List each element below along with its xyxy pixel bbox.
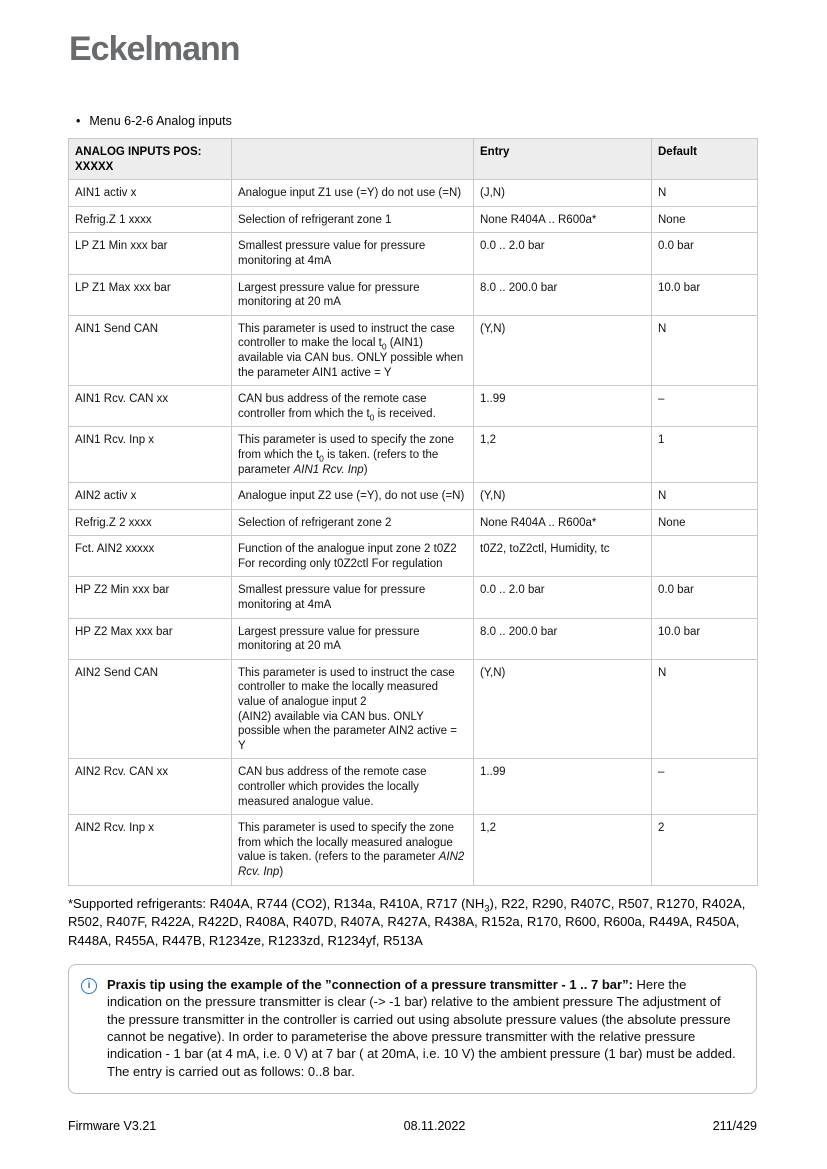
table-row	[69, 815, 758, 885]
table-row	[69, 618, 758, 659]
page-content	[68, 138, 757, 1094]
description-cell: CAN bus address of the remote case controller from which the $t_0$ is received.	[232, 386, 474, 427]
default-cell: 1	[652, 427, 758, 483]
bullet-icon: •	[76, 114, 81, 128]
tip-text	[107, 976, 740, 1080]
param-cell: AIN1 Rcv. CAN xx	[69, 386, 232, 427]
table-row	[69, 386, 758, 427]
default-cell: N	[652, 180, 758, 207]
param-cell: LP Z1 Min xxx bar	[69, 233, 232, 274]
entry-cell: None R404A .. R600a*	[474, 509, 652, 536]
entry-cell: None R404A .. R600a*	[474, 206, 652, 233]
tip-lead: Praxis tip using the example of the ”connection of a pressure transmitter - 1 .. 7 bar”:	[107, 977, 633, 993]
section-title: Menu 6-2-6 Analog inputs	[89, 114, 232, 128]
header-param: ANALOG INPUTS POS: XXXXX	[69, 139, 232, 180]
table-row	[69, 315, 758, 385]
description-cell: This parameter is used to specify the zone from which the $t_0$ is taken. (refers to the parameter AIN1 Rcv. Inp)	[232, 427, 474, 483]
default-cell: –	[652, 386, 758, 427]
description-cell: Analogue input Z1 use (=Y) do not use (=N)	[232, 180, 474, 207]
default-cell: None	[652, 509, 758, 536]
header-entry: Entry	[474, 139, 652, 180]
description-cell: CAN bus address of the remote case controller which provides the locally measured analogue value.	[232, 759, 474, 815]
param-cell: HP Z2 Max xxx bar	[69, 618, 232, 659]
tip-body: Here the indication on the pressure transmitter is clear (-> -1 bar) relative to the ambient pressure The adjustment of the pressure transmitter in the controller is carried out using absolute pressure values (the absolute pressure cannot be negative). In order to parameterise the above pressure transmitter with the relative pressure indication - 1 bar (at 4 mA, i.e. 0 V) at 7 bar ( at 20mA, i.e. 10 V) the ambient pressure (1 bar) must be added. The entry is carried out as follows: 0..8 bar.	[107, 977, 736, 1079]
entry-cell: (Y,N)	[474, 315, 652, 385]
description-cell: Largest pressure value for pressure monitoring at 20 mA	[232, 274, 474, 315]
param-cell: Fct. AIN2 xxxxx	[69, 536, 232, 577]
entry-cell: 0.0 .. 2.0 bar	[474, 577, 652, 618]
param-cell: Refrig.Z 1 xxxx	[69, 206, 232, 233]
footer-page-number: 211/429	[712, 1119, 757, 1133]
default-cell: –	[652, 759, 758, 815]
table-row	[69, 274, 758, 315]
table-row	[69, 483, 758, 510]
default-cell: 0.0 bar	[652, 233, 758, 274]
header-description	[232, 139, 474, 180]
default-cell: N	[652, 315, 758, 385]
description-cell: This parameter is used to instruct the case controller to make the locally measured value of analogue input 2 (AIN2) available via CAN bus. ONLY possible when the parameter AIN2 active = Y	[232, 659, 474, 759]
table-row	[69, 206, 758, 233]
description-cell: Smallest pressure value for pressure monitoring at 4mA	[232, 577, 474, 618]
header-default: Default	[652, 139, 758, 180]
section-title-line	[76, 114, 232, 128]
table-row	[69, 427, 758, 483]
default-cell	[652, 536, 758, 577]
eckelmann-logo: Eckelmann	[69, 30, 240, 68]
footer-date: 08.11.2022	[403, 1119, 466, 1133]
description-cell: Largest pressure value for pressure monitoring at 20 mA	[232, 618, 474, 659]
page-footer	[68, 1119, 757, 1133]
entry-cell: 8.0 .. 200.0 bar	[474, 274, 652, 315]
table-row	[69, 180, 758, 207]
entry-cell: 8.0 .. 200.0 bar	[474, 618, 652, 659]
default-cell: 2	[652, 815, 758, 885]
description-cell: Smallest pressure value for pressure monitoring at 4mA	[232, 233, 474, 274]
table-row	[69, 536, 758, 577]
entry-cell: 1..99	[474, 759, 652, 815]
entry-cell: 1,2	[474, 815, 652, 885]
default-cell: N	[652, 659, 758, 759]
default-cell: 0.0 bar	[652, 577, 758, 618]
description-cell: This parameter is used to specify the zone from which the locally measured analogue value is taken. (refers to the parameter AIN2 Rcv. Inp)	[232, 815, 474, 885]
entry-cell: 1,2	[474, 427, 652, 483]
param-cell: LP Z1 Max xxx bar	[69, 274, 232, 315]
param-cell: AIN2 activ x	[69, 483, 232, 510]
description-cell: Selection of refrigerant zone 2	[232, 509, 474, 536]
table-row	[69, 759, 758, 815]
entry-cell: 0.0 .. 2.0 bar	[474, 233, 652, 274]
table-header-row	[69, 139, 758, 180]
table-row	[69, 509, 758, 536]
description-cell: Selection of refrigerant zone 1	[232, 206, 474, 233]
param-cell: AIN2 Rcv. Inp x	[69, 815, 232, 885]
entry-cell: (J,N)	[474, 180, 652, 207]
param-cell: AIN2 Send CAN	[69, 659, 232, 759]
description-cell: This parameter is used to instruct the case controller to make the local $t_0$ (AIN1) available via CAN bus. ONLY possible when the parameter AIN1 active = Y	[232, 315, 474, 385]
param-cell: HP Z2 Min xxx bar	[69, 577, 232, 618]
description-cell: Function of the analogue input zone 2 t0Z2 For recording only t0Z2ctl For regulation	[232, 536, 474, 577]
entry-cell: t0Z2, toZ2ctl, Humidity, tc	[474, 536, 652, 577]
param-cell: AIN2 Rcv. CAN xx	[69, 759, 232, 815]
table-row	[69, 659, 758, 759]
default-cell: 10.0 bar	[652, 274, 758, 315]
default-cell: None	[652, 206, 758, 233]
param-cell: AIN1 activ x	[69, 180, 232, 207]
description-cell: Analogue input Z2 use (=Y), do not use (=N)	[232, 483, 474, 510]
default-cell: N	[652, 483, 758, 510]
default-cell: 10.0 bar	[652, 618, 758, 659]
entry-cell: (Y,N)	[474, 483, 652, 510]
param-cell: AIN1 Rcv. Inp x	[69, 427, 232, 483]
footer-firmware-version: Firmware V3.21	[68, 1119, 157, 1133]
param-cell: AIN1 Send CAN	[69, 315, 232, 385]
table-row	[69, 577, 758, 618]
praxis-tip-box	[68, 964, 757, 1094]
table-row	[69, 233, 758, 274]
param-cell: Refrig.Z 2 xxxx	[69, 509, 232, 536]
entry-cell: (Y,N)	[474, 659, 652, 759]
analog-inputs-table	[68, 138, 758, 886]
entry-cell: 1..99	[474, 386, 652, 427]
info-icon: i	[81, 978, 97, 994]
refrigerants-footnote: *Supported refrigerants: R404A, R744 (CO2), R134a, R410A, R717 $(NH_3)$, R22, R290, R407C, R507, R1270, R402A, R502, R407F, R422A, R422D, R408A, R407D, R407A, R427A, R438A, R152a, R170, R600, R600a, R449A, R450A, R448A, R455A, R447B, R1234ze, R1233zd, R1234yf, R513A	[68, 895, 746, 949]
